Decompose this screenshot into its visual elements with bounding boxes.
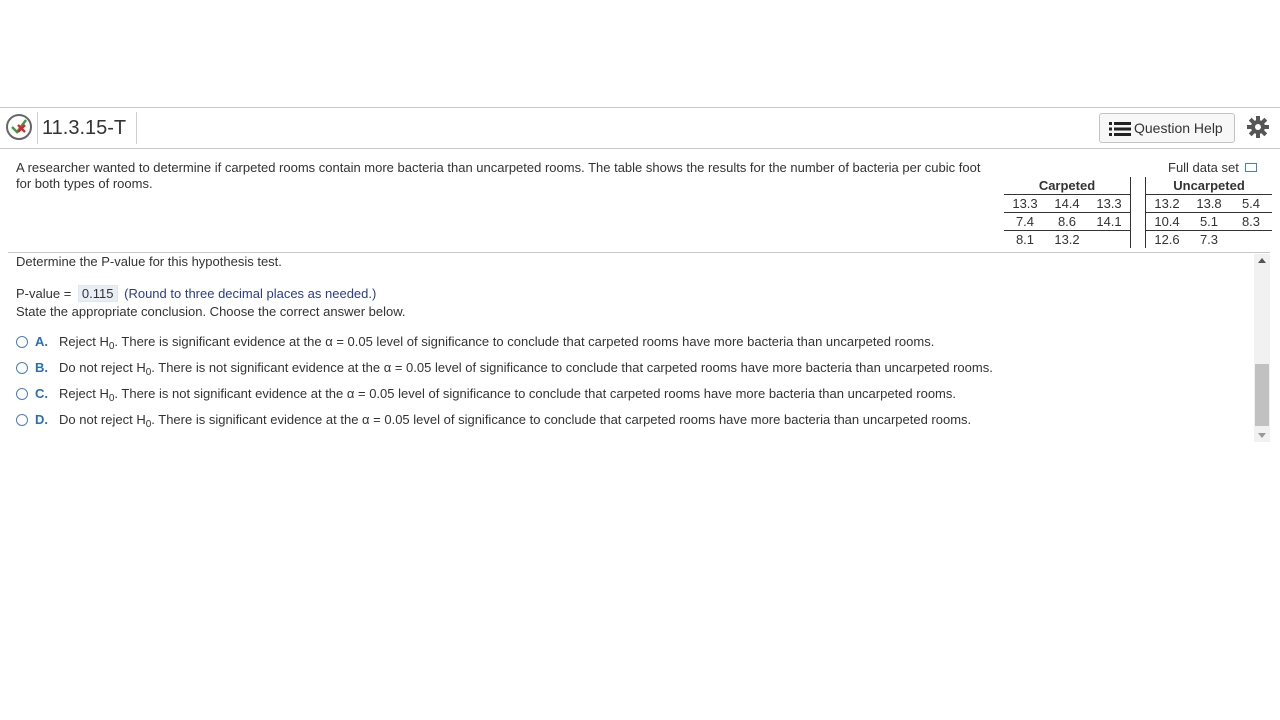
option-letter: D. [35, 412, 48, 427]
data-table [1004, 177, 1272, 248]
table-cell [1230, 231, 1272, 249]
radio-button[interactable] [16, 362, 28, 374]
option-letter: C. [35, 386, 48, 401]
option-text: Reject $H_0$. There is not significant evidence at the α = 0.05 level of significance to conclude that carpeted rooms have more bacteria than uncarpeted rooms. [59, 386, 956, 404]
table-cell: 8.3 [1230, 213, 1272, 231]
scrollbar[interactable] [1254, 254, 1270, 442]
option-letter: A. [35, 334, 48, 349]
radio-button[interactable] [16, 414, 28, 426]
pvalue-answer-field[interactable]: 0.115 [78, 285, 118, 302]
question-id: 11.3.15-T [42, 117, 127, 139]
option-text: Do not reject $H_0$. There is not significant evidence at the α = 0.05 level of significance to conclude that carpeted rooms have more bacteria than uncarpeted rooms. [59, 360, 993, 378]
option-text: Reject $H_0$. There is significant evidence at the α = 0.05 level of significance to conclude that carpeted rooms have more bacteria than uncarpeted rooms. [59, 334, 935, 352]
radio-button[interactable] [16, 388, 28, 400]
table-cell: 13.2 [1046, 231, 1088, 249]
table-cell: 8.1 [1004, 231, 1046, 249]
header-divider [37, 112, 38, 144]
carpeted-header: Carpeted [1038, 178, 1096, 193]
table-cell: 14.1 [1088, 213, 1131, 231]
table-cell: 12.6 [1146, 231, 1189, 249]
table-cell: 7.4 [1004, 213, 1046, 231]
scroll-thumb[interactable] [1255, 364, 1269, 426]
pvalue-line [16, 285, 376, 302]
uncarpeted-header: Uncarpeted [1173, 178, 1245, 193]
table-cell: 7.3 [1188, 231, 1230, 249]
scroll-up-arrow-icon[interactable] [1258, 258, 1266, 263]
table-cell: 13.8 [1188, 195, 1230, 213]
table-cell: 13.3 [1004, 195, 1046, 213]
table-cell: 13.2 [1146, 195, 1189, 213]
partial-correct-status-icon [6, 114, 32, 140]
table-cell [1088, 231, 1131, 249]
title-divider [136, 112, 137, 144]
gear-icon[interactable] [1246, 115, 1270, 139]
option-text: Do not reject $H_0$. There is significant evidence at the α = 0.05 level of significance to conclude that carpeted rooms have more bacteria than uncarpeted rooms. [59, 412, 972, 430]
table-cell: 5.1 [1188, 213, 1230, 231]
question-header [0, 107, 1280, 149]
full-data-set-link[interactable] [1168, 160, 1257, 175]
list-icon [1109, 122, 1131, 136]
full-data-set-label: Full data set [1168, 160, 1239, 175]
table-cell: 10.4 [1146, 213, 1189, 231]
question-help-label: Question Help [1134, 120, 1223, 136]
section-divider [8, 252, 1270, 253]
pvalue-hint: (Round to three decimal places as needed.) [124, 286, 377, 301]
option-letter: B. [35, 360, 48, 375]
pvalue-prompt: Determine the P-value for this hypothesis test. [16, 254, 282, 269]
popout-icon [1245, 163, 1257, 172]
table-cell: 13.3 [1088, 195, 1131, 213]
table-cell: 8.6 [1046, 213, 1088, 231]
conclusion-prompt: State the appropriate conclusion. Choose the correct answer below. [16, 304, 406, 319]
pvalue-label: P-value = [16, 286, 72, 301]
radio-button[interactable] [16, 336, 28, 348]
scroll-down-arrow-icon[interactable] [1258, 433, 1266, 438]
question-help-button[interactable] [1099, 113, 1235, 143]
table-cell: 5.4 [1230, 195, 1272, 213]
table-cell: 14.4 [1046, 195, 1088, 213]
problem-statement: A researcher wanted to determine if carpeted rooms contain more bacteria than uncarpeted rooms. The table shows the results for the number of bacteria per cubic foot for both types of rooms. [16, 160, 981, 191]
